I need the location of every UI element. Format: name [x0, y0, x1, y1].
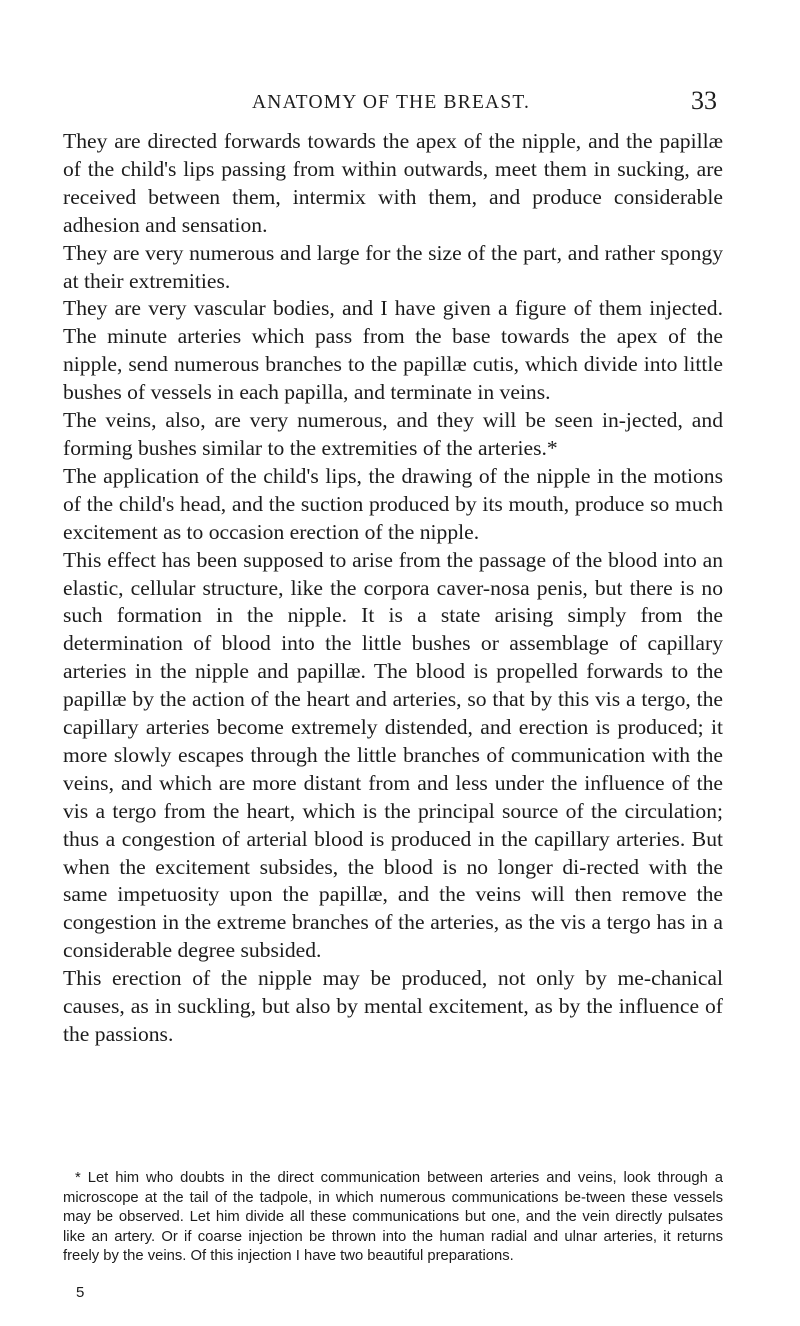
- paragraph: They are very numerous and large for the size of the part, and rather spongy at their extremities.: [63, 240, 723, 293]
- paragraph: The application of the child's lips, the drawing of the nipple in the motions of the child's head, and the suction produced by its mouth, produce so much excitement as to occasion erection of the nipple.: [63, 463, 723, 544]
- paragraph: They are directed forwards towards the apex of the nipple, and the papillæ of the child's lips passing from within outwards, meet them in sucking, are received between them, intermix with them, and produce considerable adhesion and sensation.: [63, 129, 723, 237]
- paragraph: They are very vascular bodies, and I have given a figure of them injected. The minute arteries which pass from the base towards the apex of the nipple, send numerous branches to the papillæ cutis, which divide into little bushes of vessels in each papilla, and terminate in veins.: [63, 296, 723, 405]
- paragraph: This erection of the nipple may be produced, not only by me-chanical causes, as in suckling, but also by mental excitement, as by the influence of the passions.: [63, 966, 723, 1046]
- page-number: 33: [691, 86, 717, 115]
- footnote: * Let him who doubts in the direct communication between arteries and veins, look through a microscope at the tail of the tadpole, in which numerous communications be-tween these vessels may be observed. Let him divide all these communications but one, and the vein directly pulsates like an artery. Or if coarse injection be thrown into the human radial and ulnar arteries, it returns freely by the veins. Of this injection I have two beautiful preparations.: [63, 1170, 723, 1265]
- paragraph: The veins, also, are very numerous, and they will be seen in-jected, and forming bushes similar to the extremities of the arteries.*: [63, 408, 723, 460]
- running-head-title: ANATOMY OF THE BREAST.: [252, 92, 531, 113]
- signature-mark: 5: [76, 1284, 85, 1301]
- body-text: [63, 128, 723, 1049]
- paragraph: This effect has been supposed to arise from the passage of the blood into an elastic, cellular structure, like the corpora caver-nosa penis, but there is no such formation in the nipple. It is a state arising simply from the determination of blood into the little bushes or assemblage of capillary arteries in the nipple and papillæ. The blood is propelled forwards to the papillæ by the action of the heart and arteries, so that by this vis a tergo, the capillary arteries become extremely distended, and erection is produced; it more slowly escapes through the little branches of communication with the veins, and which are more distant from and less under the influence of the vis a tergo from the heart, which is the principal source of the circulation; thus a congestion of arterial blood is produced in the capillary arteries. But when the excitement subsides, the blood is no longer di-rected with the same impetuosity upon the papillæ, and the veins will then remove the congestion in the extreme branches of the arteries, as the vis a tergo has in a considerable degree subsided.: [63, 547, 723, 963]
- footnotes: [63, 1169, 723, 1267]
